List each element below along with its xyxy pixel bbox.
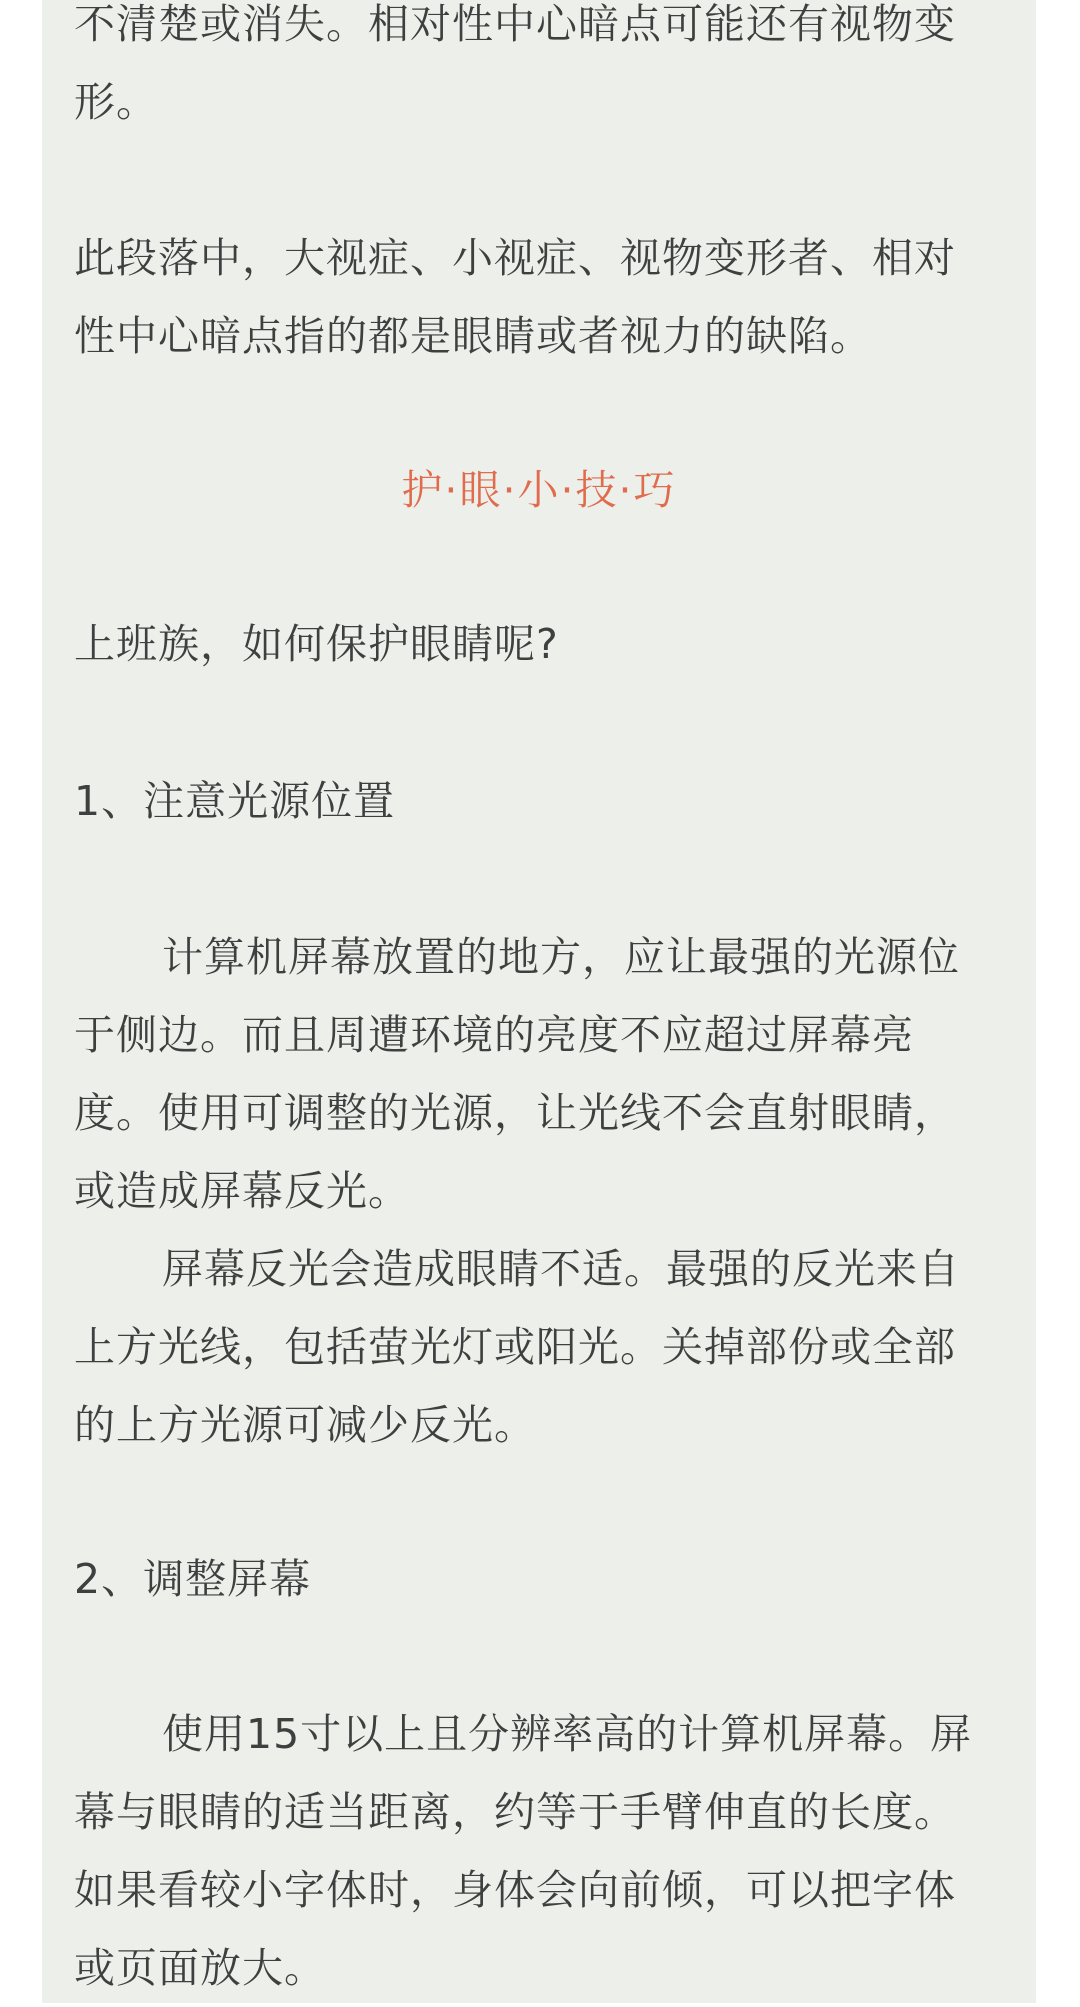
question-text: [74, 605, 1014, 683]
paragraph-line: 或页面放大。: [74, 1944, 326, 1992]
paragraph-line: 使用15寸以上且分辨率高的计算机屏幕。屏: [162, 1710, 973, 1758]
paragraph-line: 此段落中，大视症、小视症、视物变形者、相对: [74, 234, 956, 282]
tip-2-title: [74, 1540, 1014, 1618]
paragraph-line: 如果看较小字体时，身体会向前倾，可以把字体: [74, 1866, 956, 1914]
paragraph-line: 度。使用可调整的光源，让光线不会直射眼睛，: [74, 1089, 956, 1137]
paragraph-defects-note: [74, 219, 1014, 375]
paragraph-line: 计算机屏幕放置的地方，应让最强的光源位: [162, 933, 960, 981]
article-body: [42, 0, 1036, 2003]
tip-2-paragraph-screen: [74, 1695, 1014, 2007]
paragraph-line: 于侧边。而且周遭环境的亮度不应超过屏幕亮: [74, 1011, 914, 1059]
paragraph-visual-distortion: [74, 0, 1014, 141]
paragraph-line: 形。: [74, 78, 158, 126]
paragraph-line: 的上方光源可减少反光。: [74, 1401, 536, 1449]
tip-title-line: 1、注意光源位置: [74, 777, 396, 825]
paragraph-line: 幕与眼睛的适当距离，约等于手臂伸直的长度。: [74, 1788, 956, 1836]
tip-1-paragraph-glare: [74, 1230, 1014, 1464]
paragraph-line: 上方光线，包括萤光灯或阳光。关掉部份或全部: [74, 1323, 956, 1371]
tip-title-line: 2、调整屏幕: [74, 1555, 312, 1603]
paragraph-line: 不清楚或消失。相对性中心暗点可能还有视物变: [74, 0, 956, 48]
paragraph-line: 屏幕反光会造成眼睛不适。最强的反光来自: [162, 1245, 960, 1293]
section-heading: 护·眼·小·技·巧: [401, 466, 677, 514]
tip-1-title: [74, 762, 1014, 840]
paragraph-line: 或造成屏幕反光。: [74, 1167, 410, 1215]
question-line: 上班族，如何保护眼睛呢?: [74, 620, 559, 668]
tip-1-paragraph-light-source: [74, 918, 1014, 1230]
paragraph-line: 性中心暗点指的都是眼睛或者视力的缺陷。: [74, 312, 872, 360]
